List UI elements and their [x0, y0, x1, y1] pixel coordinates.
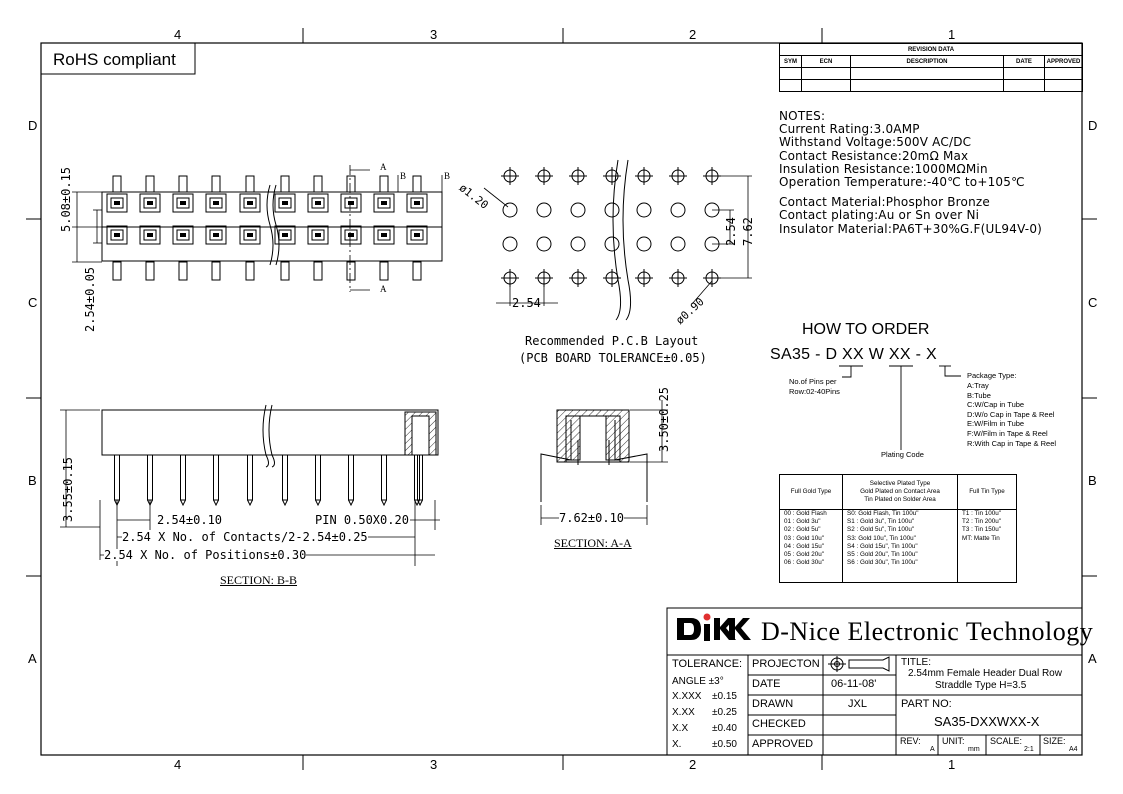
plating-item: 04 : Gold 15u" — [784, 542, 825, 550]
section-b-marker-right: B — [444, 171, 451, 181]
pcb-row-span: 7.62 — [741, 217, 755, 246]
zone-bottom-3: 3 — [430, 757, 438, 772]
contact-window-core — [147, 201, 153, 205]
zone-bottom-4: 4 — [174, 757, 182, 772]
pcb-hole — [671, 203, 685, 217]
dim-width-7-62: 7.62±0.10 — [559, 511, 625, 525]
pin-lead — [212, 262, 220, 280]
size-label: SIZE: — [1043, 736, 1066, 746]
rohs-label: RoHS compliant — [53, 50, 176, 69]
pins-note-2: Row:02-40Pins — [789, 387, 840, 396]
zone-right-b: B — [1088, 473, 1097, 488]
note-line: Withstand Voltage:500V AC/DC — [779, 135, 972, 150]
pin-lead — [314, 262, 322, 280]
plating-item: S5 : Gold 20u", Tin 100u" — [847, 551, 918, 559]
pcb-pitch-h: 2.54 — [512, 296, 541, 310]
contact-window-core — [381, 201, 387, 205]
note-line: Contact Material:Phosphor Bronze — [779, 195, 990, 210]
tol-xx-value: ±0.25 — [712, 707, 737, 718]
zone-top-1: 1 — [948, 27, 956, 42]
side-pin — [382, 455, 387, 500]
package-type-list — [967, 381, 1056, 448]
rev-header-sym: SYM — [780, 56, 802, 68]
pins-note-1: No.of Pins per — [789, 377, 837, 386]
pcb-hole — [503, 237, 517, 251]
contact-window-core — [180, 233, 186, 237]
plating-header-tin: Full Tin Type — [958, 475, 1016, 510]
company-logo — [677, 614, 751, 642]
plating-item: MT: Matte Tin — [962, 534, 1000, 542]
tol-xxx: X.XXX — [672, 691, 702, 702]
plating-item: 03 : Gold 10u" — [784, 534, 825, 542]
side-pin — [148, 455, 153, 500]
tol-xx: X.XX — [672, 707, 695, 718]
package-type-item: F:W/Film in Tape & Reel — [967, 428, 1048, 438]
dim-pitch-2-54: 2.54±0.10 — [157, 513, 223, 527]
plating-item: T2 : Tin 200u" — [962, 518, 1001, 526]
dim-positions: 2.54 X No. of Positions±0.30 — [104, 548, 307, 562]
section-b-marker-left: B — [400, 171, 407, 181]
plating-header-gold: Full Gold Type — [780, 475, 842, 510]
contact-window-core — [282, 201, 288, 205]
plating-table — [779, 474, 1017, 583]
contact-window-core — [180, 201, 186, 205]
plating-code-label: Plating Code — [881, 450, 924, 459]
zone-right-d: D — [1088, 118, 1098, 133]
plating-item: 02 : Gold 5u" — [784, 526, 821, 534]
package-type-item: E:W/Film in Tube — [967, 419, 1025, 429]
rev-value: A — [930, 746, 935, 753]
plating-item: 00 : Gold Flash — [784, 510, 827, 517]
pin-lead — [113, 176, 121, 192]
rev-header-description: DESCRIPTION — [851, 56, 1004, 68]
pcb-hole — [605, 203, 619, 217]
zone-right-a: A — [1088, 651, 1097, 666]
drawn-value: JXL — [848, 698, 867, 710]
tol-int-value: ±0.50 — [712, 739, 737, 750]
pin-lead — [347, 176, 355, 192]
dim-pin-size: PIN 0.50X0.20 — [315, 513, 409, 527]
pin-lead — [281, 262, 289, 280]
dim-5-08: 5.08±0.15 — [59, 166, 73, 232]
plating-list-gold — [784, 510, 827, 567]
projection-label: PROJECTON — [752, 658, 820, 670]
pcb-hole — [537, 203, 551, 217]
side-pin — [316, 455, 321, 500]
side-pin-tip — [418, 500, 423, 505]
pin-lead — [179, 262, 187, 280]
scale-value: 2:1 — [1024, 746, 1034, 753]
side-pin-tip — [248, 500, 253, 505]
side-pin-tip — [349, 500, 354, 505]
section-a-marker-bottom: A — [380, 284, 387, 294]
pin-lead — [146, 176, 154, 192]
note-line: Insulation Resistance:1000MΩMin — [779, 161, 988, 176]
part-no-label: PART NO: — [901, 698, 952, 710]
plating-item: S2 : Gold 5u", Tin 100u" — [847, 526, 915, 534]
pin-lead — [281, 176, 289, 192]
plating-col-gold — [780, 475, 843, 582]
contact-window-core — [213, 201, 219, 205]
side-pin-tip — [382, 500, 387, 505]
revision-title: REVISION DATA — [780, 44, 1083, 56]
order-heading: HOW TO ORDER — [802, 321, 930, 338]
contact-window-core — [114, 201, 120, 205]
plating-item: T3 : Tin 150u" — [962, 526, 1001, 534]
contact-window-core — [348, 233, 354, 237]
contact-window-core — [213, 233, 219, 237]
dim-height-3-55: 3.55±0.15 — [61, 456, 75, 522]
section-a-marker-top: A — [380, 162, 387, 172]
contact-window-core — [282, 233, 288, 237]
plating-header-line: Gold Plated on Contact Area — [860, 488, 940, 495]
plating-list-tin — [962, 510, 1001, 543]
section-a-a-label: SECTION: A-A — [554, 536, 632, 550]
plating-item: S1 : Gold 3u", Tin 100u" — [847, 518, 915, 526]
package-type-item: B:Tube — [967, 390, 991, 400]
tolerance-label: TOLERANCE: — [672, 658, 743, 670]
pin-lead — [113, 262, 121, 280]
zone-left-c: C — [28, 295, 38, 310]
plating-item: S6 : Gold 30u", Tin 100u" — [847, 559, 918, 567]
package-type-title: Package Type: — [967, 371, 1017, 380]
pcb-caption-1: Recommended P.C.B Layout — [525, 334, 699, 348]
note-line: Current Rating:3.0AMP — [779, 122, 920, 137]
plating-item: 01 : Gold 3u" — [784, 518, 821, 526]
tol-x-value: ±0.40 — [712, 723, 737, 734]
pin-lead — [380, 176, 388, 192]
pin-lead — [314, 176, 322, 192]
date-label: DATE — [752, 678, 781, 690]
pcb-hole — [637, 237, 651, 251]
zone-top-4: 4 — [174, 27, 182, 42]
zone-bottom-1: 1 — [948, 757, 956, 772]
note-line: Contact Resistance:20mΩ Max — [779, 148, 969, 163]
plating-col-selective — [843, 475, 958, 582]
company-name: D-Nice Electronic Technology — [761, 617, 1094, 646]
contact-window-core — [315, 233, 321, 237]
package-type-item: D:W/o Cap in Tape & Reel — [967, 409, 1055, 419]
side-pin-tip — [283, 500, 288, 505]
side-pin — [248, 455, 253, 500]
size-value: A4 — [1069, 746, 1078, 753]
zone-left-b: B — [28, 473, 37, 488]
pcb-hole — [637, 203, 651, 217]
pin-lead — [380, 262, 388, 280]
checked-label: CHECKED — [752, 718, 806, 730]
note-line: Operation Temperature:-40℃ to+105℃ — [779, 175, 1025, 190]
plating-header-selective — [843, 475, 957, 510]
contact-window-core — [348, 201, 354, 205]
tol-xxx-value: ±0.15 — [712, 691, 737, 702]
pcb-dia-bottom: ø0.90 — [673, 295, 707, 327]
dim-contacts: 2.54 X No. of Contacts/2-2.54±0.25 — [122, 530, 368, 544]
zone-top-3: 3 — [430, 27, 438, 42]
pin-lead — [146, 262, 154, 280]
side-pin-tip — [181, 500, 186, 505]
pin-lead — [212, 176, 220, 192]
unit-value: mm — [968, 746, 980, 753]
side-pin — [181, 455, 186, 500]
drawn-label: DRAWN — [752, 698, 794, 710]
plating-header-line: Selective Plated Type — [869, 480, 931, 487]
pcb-hole — [571, 203, 585, 217]
plating-header-line: Tin Plated on Solder Area — [864, 496, 936, 503]
tol-int: X. — [672, 739, 682, 750]
pcb-dia-top: ø1.20 — [456, 181, 491, 212]
contact-window-core — [114, 233, 120, 237]
dim-2-54-top: 2.54±0.05 — [83, 266, 97, 332]
contact-window-core — [247, 201, 253, 205]
section-b-b-label: SECTION: B-B — [220, 573, 298, 587]
pin-lead — [347, 262, 355, 280]
order-code: SA35 - D XX W XX - X — [770, 346, 937, 363]
rev-header-ecn: ECN — [802, 56, 851, 68]
package-type-item: A:Tray — [967, 381, 989, 390]
pin-lead — [179, 176, 187, 192]
pin-lead — [246, 262, 254, 280]
side-pin — [214, 455, 219, 500]
package-type-item: C:W/Cap in Tube — [967, 400, 1025, 410]
unit-label: UNIT: — [942, 736, 965, 746]
tolerance-angle: ANGLE ±3° — [672, 676, 724, 687]
contact-window-core — [247, 233, 253, 237]
plating-item: S0: Gold Flash, Tin 100u" — [847, 510, 919, 517]
rev-header-date: DATE — [1004, 56, 1045, 68]
pcb-hole — [537, 237, 551, 251]
note-line: Contact plating:Au or Sn over Ni — [779, 208, 980, 223]
pcb-hole — [605, 237, 619, 251]
dim-height-3-50: 3.50±0.25 — [657, 386, 671, 452]
plating-col-tin — [958, 475, 1016, 582]
zone-right-c: C — [1088, 295, 1098, 310]
side-pin — [115, 455, 120, 500]
rev-label: REV: — [900, 736, 921, 746]
side-pin-tip — [214, 500, 219, 505]
notes-heading: NOTES: — [779, 109, 826, 123]
zone-left-a: A — [28, 651, 37, 666]
pcb-pitch-v: 2.54 — [724, 217, 738, 246]
contact-window-core — [147, 233, 153, 237]
package-type-item: R:With Cap in Tape & Reel — [967, 438, 1057, 448]
zone-left-d: D — [28, 118, 38, 133]
notes-block — [779, 110, 1042, 236]
note-line: Insulator Material:PA6T+30%G.F(UL94V-0) — [779, 221, 1043, 236]
contact-window-core — [414, 201, 420, 205]
date-value: 06-11-08' — [831, 678, 877, 690]
title-label: TITLE: — [901, 657, 932, 668]
contact-window-core — [315, 201, 321, 205]
pin-lead — [246, 176, 254, 192]
pcb-layout-holes — [501, 167, 721, 287]
approved-label: APPROVED — [752, 738, 814, 750]
pin-lead — [413, 176, 421, 192]
rev-header-approved: APPROVED — [1045, 56, 1083, 68]
contact-window-core — [381, 233, 387, 237]
part-no-value: SA35-DXXWXX-X — [934, 714, 1040, 729]
plating-item: T1 : Tin 100u" — [962, 510, 1001, 517]
side-pin — [349, 455, 354, 500]
plating-list-selective — [847, 510, 919, 567]
pcb-caption-2: (PCB BOARD TOLERANCE±0.05) — [519, 351, 707, 365]
tol-x: X.X — [672, 723, 689, 734]
side-pin-tip — [316, 500, 321, 505]
plating-item: 05 : Gold 20u" — [784, 551, 825, 559]
zone-top-2: 2 — [689, 27, 697, 42]
revision-table — [779, 43, 1083, 92]
title-line-2: Straddle Type H=3.5 — [935, 680, 1027, 691]
plating-item: 06 : Gold 30u" — [784, 559, 825, 567]
pcb-hole — [671, 237, 685, 251]
scale-label: SCALE: — [990, 736, 1023, 746]
title-line-1: 2.54mm Female Header Dual Row — [908, 668, 1062, 679]
zone-bottom-2: 2 — [689, 757, 697, 772]
plating-item: S3: Gold 10u", Tin 100u" — [847, 534, 916, 542]
pcb-hole — [571, 237, 585, 251]
pin-lead — [413, 262, 421, 280]
side-pin — [283, 455, 288, 500]
contact-window-core — [414, 233, 420, 237]
plating-item: S4 : Gold 15u", Tin 100u" — [847, 542, 918, 550]
